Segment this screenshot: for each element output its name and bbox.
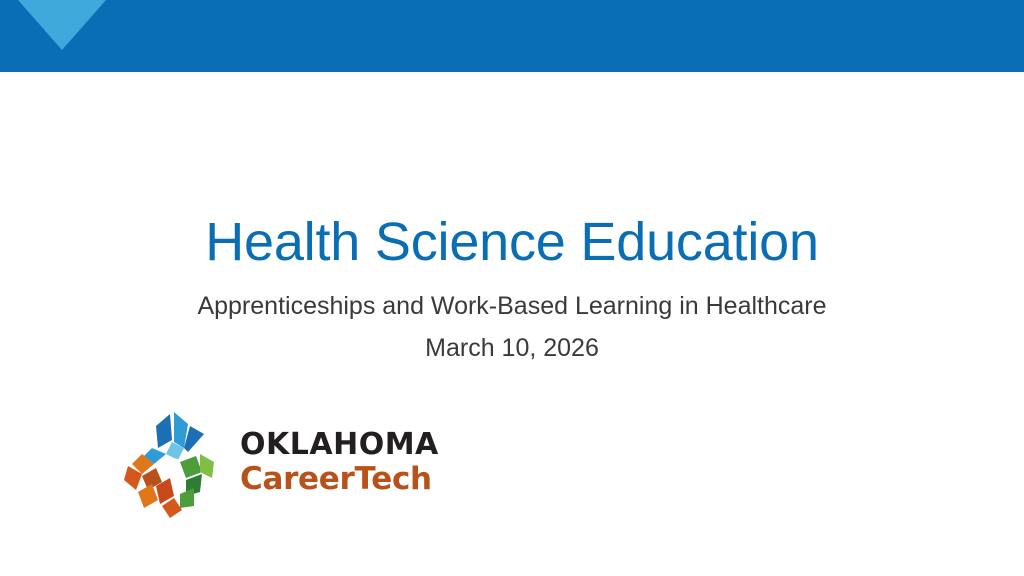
logo-text [240, 426, 439, 497]
logo [118, 404, 438, 520]
top-banner [0, 0, 1024, 72]
logo-line1: OKLAHOMA [240, 426, 439, 462]
oklahoma-careertech-starburst-icon [118, 404, 236, 520]
page-title: Health Science Education [205, 212, 819, 272]
logo-line2: CareerTech [240, 460, 432, 497]
slide-subtitle: Apprenticeships and Work-Based Learning in Healthcare [197, 292, 827, 320]
slide-date: March 10, 2026 [425, 334, 599, 362]
triangle-down-icon [18, 0, 106, 50]
title-block [0, 210, 1024, 366]
